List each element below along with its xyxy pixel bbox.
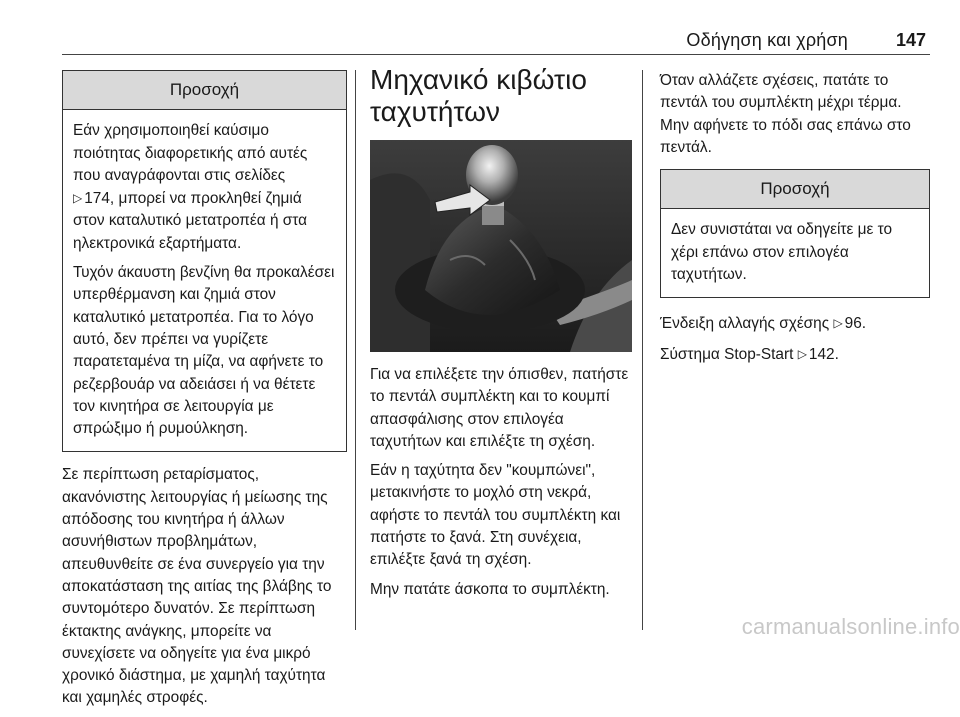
caution-notice	[660, 169, 930, 298]
notice-paragraph: Δεν συνιστάται να οδηγείτε με το χέρι επάνω στον επιλογέα ταχυτήτων.	[671, 221, 893, 284]
watermark: carmanualsonline.info	[741, 614, 960, 639]
triangle-right-icon: ▷	[73, 191, 83, 206]
notice-body	[63, 110, 346, 451]
page-header	[0, 0, 960, 52]
section-heading: Μηχανικό κιβώτιο ταχυτήτων	[370, 64, 587, 127]
body-paragraph: Εάν η ταχύτητα δεν "κουμπώνει", μετακινήστε το μοχλό στη νεκρά, αφήστε το πεντάλ του συμπλέκτη και πατήστε το ξανά. Στη συνέχεια, επιλέξτε ξανά τη σχέση.	[370, 462, 621, 569]
column-divider	[355, 70, 356, 630]
section-title: Οδήγηση και χρήση	[686, 30, 848, 50]
triangle-right-icon: ▷	[797, 346, 807, 361]
notice-paragraph: Τυχόν άκαυστη βενζίνη θα προκαλέσει υπερθέρμανση και ζημιά στον καταλυτικό μετατροπέα. Για το λόγο αυτό, δεν πρέπει να γυρίζετε παρατεταμένα τη μίζα, να αφήνετε το ρεζερβουάρ να αδειάσει ή να θέτετε τον κινητήρα σε λειτουργία με σπρώξιμο ή ρυμούλκηση.	[73, 264, 335, 438]
cross-reference: Σύστημα Stop-Start ▷ 142.	[660, 345, 839, 363]
right-column	[660, 70, 930, 373]
body-paragraph: Μην πατάτε άσκοπα το συμπλέκτη.	[370, 580, 610, 598]
gear-shift-illustration	[370, 140, 632, 352]
body-paragraph: Σε περίπτωση ρεταρίσματος, ακανόνιστης λειτουργίας ή μείωσης της απόδοσης του κινητήρα ή άλλων ασυνήθιστων προβλημάτων, απευθυνθείτε σε ένα συνεργείο για την αποκατάσταση της αιτίας της βλάβης το συντομότερο δυνατόν. Σε περίπτωση έκτακτης ανάγκης, μπορείτε να συνεχίσετε να οδηγείτε για ένα μικρό χρονικό διάστημα, με χαμηλή ταχύτητα και χαμηλές στροφές.	[62, 466, 332, 707]
caution-notice	[62, 70, 347, 452]
middle-column-text	[370, 364, 632, 608]
gear-shift-photo	[370, 140, 632, 352]
body-paragraph: Για να επιλέξετε την όπισθεν, πατήστε το πεντάλ συμπλέκτη και το κουμπί απασφάλισης στον επιλογέα ταχυτήτων και επιλέξτε τη σχέση.	[370, 366, 629, 450]
page-number: 147	[895, 30, 926, 50]
left-column	[62, 70, 347, 717]
notice-title: Προσοχή	[661, 170, 929, 209]
header-rule	[62, 54, 930, 55]
column-divider	[642, 70, 643, 630]
notice-paragraph: Εάν χρησιμοποιηθεί καύσιμο ποιότητας διαφορετικής από αυτές που αναγράφονται στις σελίδες ▷ 174, μπορεί να προκληθεί ζημιά στον καταλυτικό μετατροπέα ή στα ηλεκτρονικά εξαρτήματα.	[73, 122, 308, 252]
body-paragraph: Όταν αλλάζετε σχέσεις, πατάτε το πεντάλ του συμπλέκτη μέχρι τέρμα. Μην αφήνετε το πόδι σας επάνω στο πεντάλ.	[660, 72, 911, 156]
cross-reference: Ένδειξη αλλαγής σχέσης ▷ 96.	[660, 315, 867, 333]
middle-column	[370, 64, 632, 128]
notice-body	[661, 209, 929, 297]
notice-title: Προσοχή	[63, 71, 346, 110]
triangle-right-icon: ▷	[833, 316, 843, 331]
